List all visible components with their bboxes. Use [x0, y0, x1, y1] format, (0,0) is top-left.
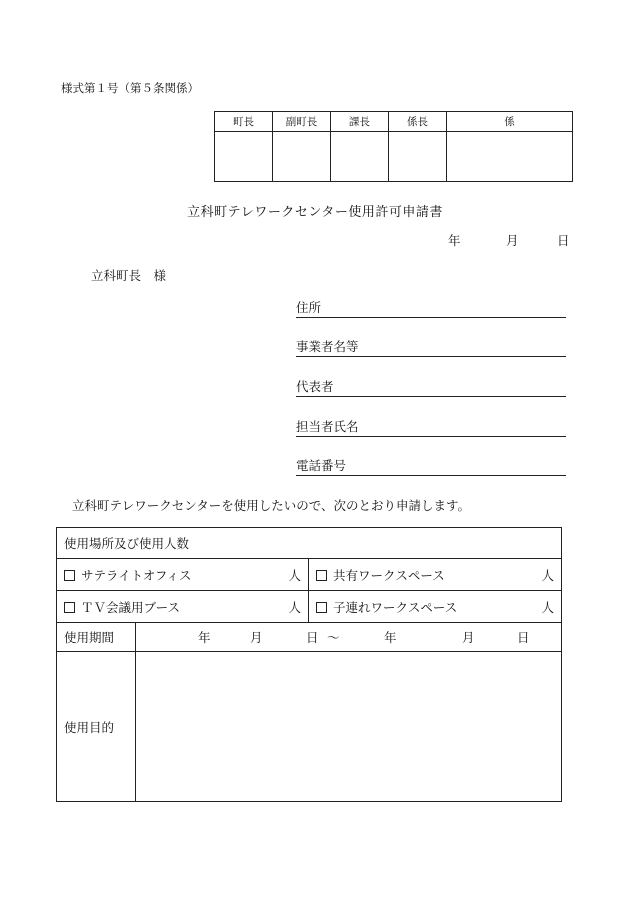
approval-stamp-cell[interactable]	[389, 132, 447, 182]
checkbox-icon[interactable]	[64, 602, 75, 613]
checkbox-icon[interactable]	[316, 602, 327, 613]
address-field[interactable]	[296, 297, 566, 318]
form-number: 様式第１号（第５条関係）	[61, 81, 199, 95]
phone-field[interactable]	[296, 455, 566, 476]
contact-person-field[interactable]	[296, 416, 566, 437]
checkbox-icon[interactable]	[316, 570, 327, 581]
people-unit-label: 人	[541, 567, 554, 583]
option-satellite-office[interactable]	[57, 559, 309, 591]
option-tv-conference-booth[interactable]	[57, 591, 309, 623]
usage-table	[56, 527, 562, 802]
period-end-year: 年	[384, 630, 397, 645]
business-name-label: 事業者名等	[296, 339, 359, 354]
option-kids-workspace[interactable]	[309, 591, 562, 623]
option-label: 共有ワークスペース	[333, 567, 445, 583]
people-unit-label: 人	[288, 567, 301, 583]
approval-header-staff: 係	[447, 112, 573, 132]
usage-section-header: 使用場所及び使用人数	[57, 528, 562, 559]
date-year-label: 年	[448, 233, 461, 248]
addressee: 立科町長 様	[91, 268, 167, 283]
approval-stamp-table	[214, 111, 573, 182]
phone-label: 電話番号	[296, 458, 347, 473]
approval-stamp-cell[interactable]	[215, 132, 273, 182]
date-month-label: 月	[506, 233, 519, 248]
purpose-field[interactable]	[136, 652, 562, 802]
option-label: サテライトオフィス	[81, 567, 192, 583]
period-label: 使用期間	[57, 623, 136, 652]
date-day-label: 日	[557, 233, 570, 248]
period-start-month: 月	[250, 630, 263, 645]
document-title: 立科町テレワークセンター使用許可申請書	[187, 205, 443, 220]
option-label: 子連れワークスペース	[333, 599, 458, 615]
address-label: 住所	[296, 300, 322, 315]
approval-header-subsection-chief: 係長	[389, 112, 447, 132]
people-unit-label: 人	[541, 599, 554, 615]
approval-header-mayor: 町長	[215, 112, 273, 132]
representative-field[interactable]	[296, 376, 566, 397]
approval-stamp-cell[interactable]	[273, 132, 331, 182]
period-start-year: 年	[198, 630, 211, 645]
period-end-month: 月	[462, 630, 475, 645]
purpose-label: 使用目的	[57, 652, 136, 802]
people-unit-label: 人	[288, 599, 301, 615]
option-label: ＴＶ会議用ブース	[81, 599, 181, 615]
period-start-day: 日	[306, 630, 319, 645]
approval-stamp-cell[interactable]	[331, 132, 389, 182]
approval-stamp-cell[interactable]	[447, 132, 573, 182]
period-field[interactable]	[136, 623, 562, 652]
business-name-field[interactable]	[296, 336, 566, 357]
intro-text: 立科町テレワークセンターを使用したいので、次のとおり申請します。	[72, 498, 471, 513]
contact-person-label: 担当者氏名	[296, 419, 359, 434]
period-separator: ～	[327, 630, 340, 645]
checkbox-icon[interactable]	[64, 570, 75, 581]
approval-header-section-chief: 課長	[331, 112, 389, 132]
period-end-day: 日	[517, 630, 530, 645]
option-shared-workspace[interactable]	[309, 559, 562, 591]
representative-label: 代表者	[296, 379, 334, 394]
approval-header-deputy-mayor: 副町長	[273, 112, 331, 132]
